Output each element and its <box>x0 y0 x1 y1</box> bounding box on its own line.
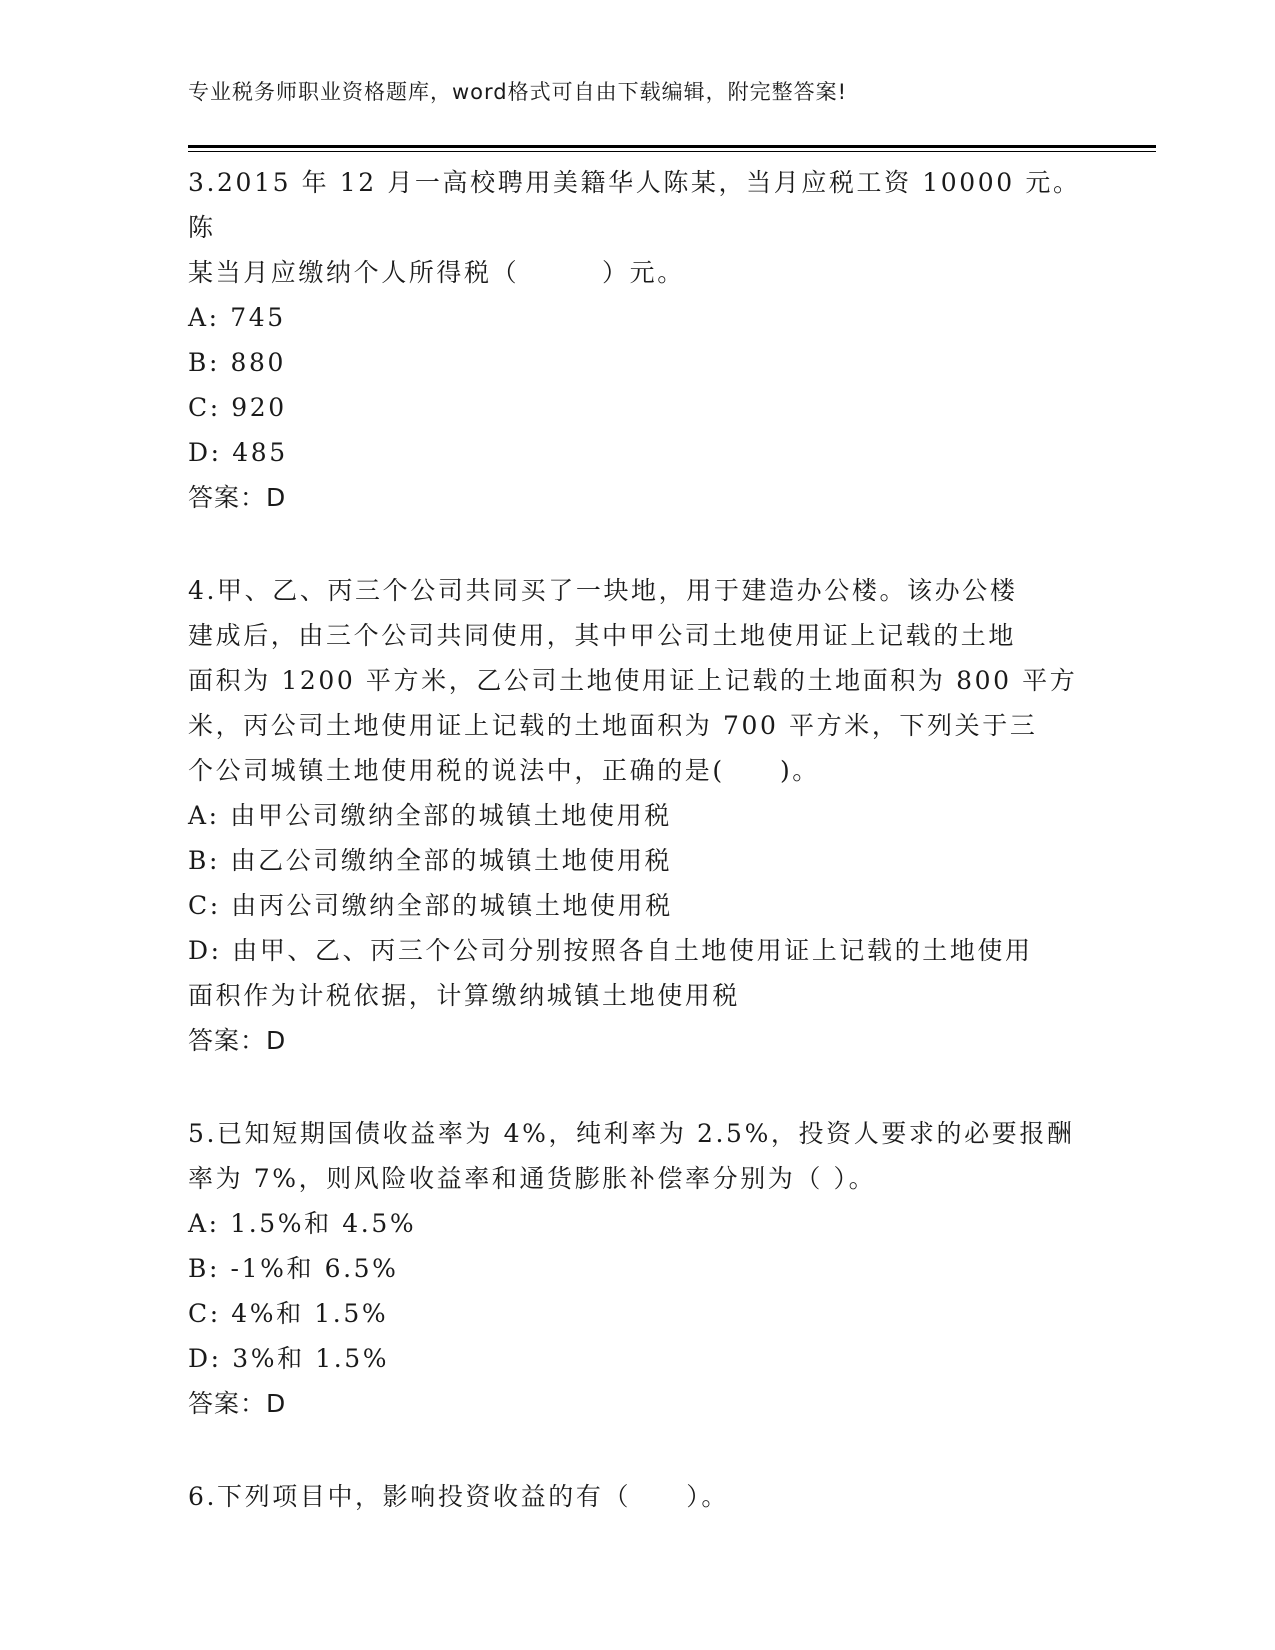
option-a: A: 由甲公司缴纳全部的城镇土地使用税 <box>188 801 672 830</box>
option-d-continued: 面积作为计税依据，计算缴纳城镇土地使用税 <box>188 981 741 1010</box>
question-stem-line: 建成后，由三个公司共同使用，其中甲公司土地使用证上记载的土地 <box>188 621 1017 650</box>
option-b: B: -1%和 6.5% <box>188 1254 399 1283</box>
option-c: C: 由丙公司缴纳全部的城镇土地使用税 <box>188 891 673 920</box>
header-rule-thin <box>188 151 1156 152</box>
question-stem-line: 3.2015 年 12 月一高校聘用美籍华人陈某，当月应税工资 10000 元。陈 <box>188 168 1081 242</box>
option-b: B: 880 <box>188 348 287 377</box>
question-stem-line: 5.已知短期国债收益率为 4%，纯利率为 2.5%，投资人要求的必要报酬 <box>188 1119 1075 1148</box>
option-a: A: 1.5%和 4.5% <box>188 1209 417 1238</box>
option-b: B: 由乙公司缴纳全部的城镇土地使用税 <box>188 846 673 875</box>
header-rule-thick <box>188 145 1156 148</box>
question-4 <box>188 568 1088 1063</box>
option-a: A: 745 <box>188 303 286 332</box>
option-d: D: 3%和 1.5% <box>188 1344 390 1373</box>
answer-line: 答案：D <box>188 1026 287 1055</box>
question-stem-line: 面积为 1200 平方米，乙公司土地使用证上记载的土地面积为 800 平方 <box>188 666 1078 695</box>
question-stem-line: 某当月应缴纳个人所得税（ ）元。 <box>188 258 685 287</box>
question-stem-line: 个公司城镇土地使用税的说法中，正确的是( )。 <box>188 756 820 785</box>
question-6 <box>188 1474 1088 1519</box>
page-header: 专业税务师职业资格题库，word格式可自由下载编辑，附完整答案! <box>188 80 848 104</box>
option-d: D: 由甲、乙、丙三个公司分别按照各自土地使用证上记载的土地使用 <box>188 936 1033 965</box>
answer-line: 答案：D <box>188 483 287 512</box>
question-3 <box>188 160 1088 520</box>
option-d: D: 485 <box>188 438 288 467</box>
option-c: C: 920 <box>188 393 287 422</box>
answer-line: 答案：D <box>188 1389 287 1418</box>
question-stem-line: 率为 7%，则风险收益率和通货膨胀补偿率分别为（ ）。 <box>188 1164 877 1193</box>
question-list <box>188 160 1088 1519</box>
question-stem-line: 米，丙公司土地使用证上记载的土地面积为 700 平方米，下列关于三 <box>188 711 1038 740</box>
option-c: C: 4%和 1.5% <box>188 1299 389 1328</box>
question-stem-line: 6.下列项目中，影响投资收益的有（ ）。 <box>188 1482 729 1511</box>
question-stem-line: 4.甲、乙、丙三个公司共同买了一块地，用于建造办公楼。该办公楼 <box>188 576 1018 605</box>
question-5 <box>188 1111 1088 1426</box>
